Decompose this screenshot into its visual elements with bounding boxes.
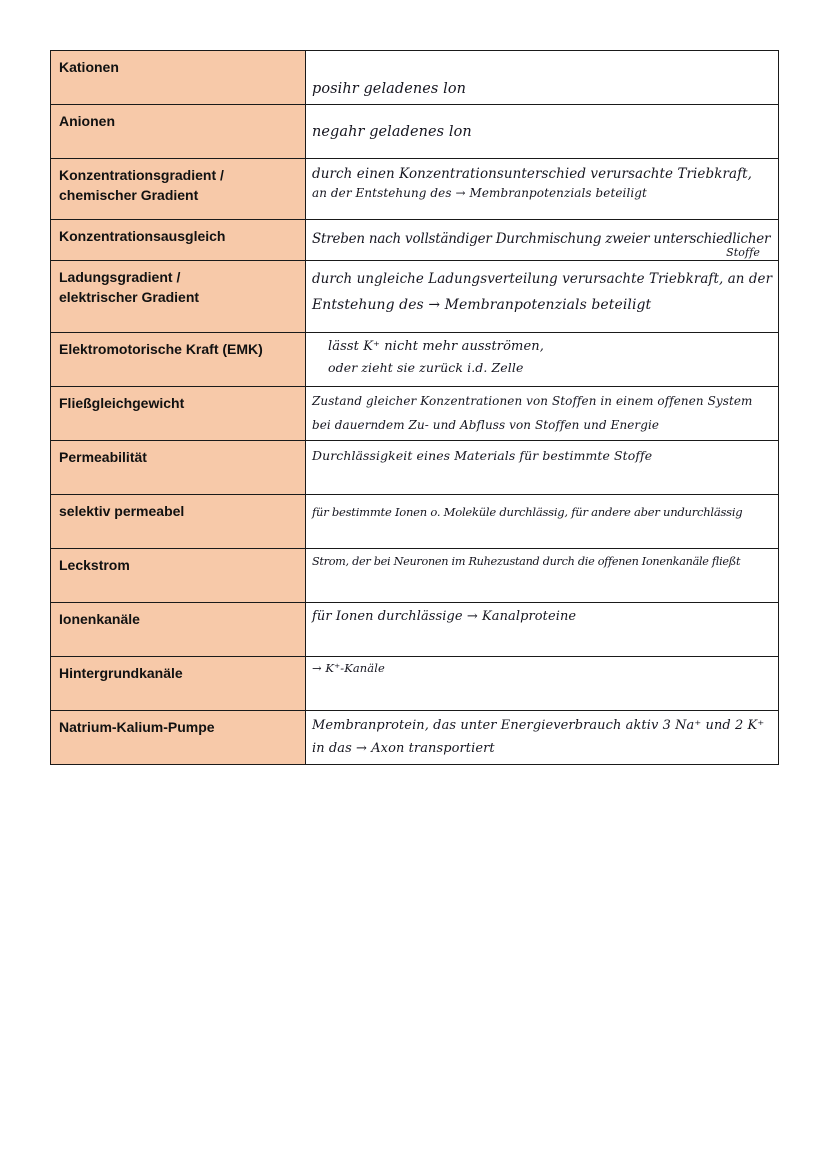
table-row	[51, 159, 779, 220]
term-cell	[51, 387, 306, 441]
term-text: Ionenkanäle	[59, 611, 140, 627]
definition-cell	[306, 220, 779, 261]
definition-text: Durchlässigkeit eines Materials für bestimmte Stoffe	[312, 448, 653, 463]
term-text: Leckstrom	[59, 557, 130, 573]
term-text: Anionen	[59, 113, 115, 129]
term-text: Fließgleichgewicht	[59, 395, 185, 411]
table-row	[51, 333, 779, 387]
term-cell	[51, 105, 306, 159]
definition-text: für Ionen durchlässige → Kanalproteine	[312, 609, 577, 624]
table-row	[51, 549, 779, 603]
definition-text: Streben nach vollständiger Durchmischung zweier unterschiedlicher	[312, 231, 771, 247]
definition-cell	[306, 159, 779, 220]
table-row	[51, 441, 779, 495]
term-text: Kationen	[59, 59, 119, 75]
definition-text: durch ungleiche Ladungsverteilung verursachte Triebkraft, an der	[312, 271, 773, 287]
term-cell	[51, 549, 306, 603]
table-row	[51, 495, 779, 549]
term-cell	[51, 441, 306, 495]
term-cell	[51, 261, 306, 333]
term-text: Permeabilität	[59, 449, 147, 465]
definition-text: → K⁺-Kanäle	[312, 661, 385, 675]
table-row	[51, 261, 779, 333]
table-row	[51, 51, 779, 105]
definition-cell	[306, 333, 779, 387]
definition-cell	[306, 657, 779, 711]
term-text: Natrium-Kalium-Pumpe	[59, 719, 215, 735]
definition-cell	[306, 711, 779, 765]
table-row	[51, 603, 779, 657]
term-text: Elektromotorische Kraft (EMK)	[59, 341, 263, 357]
definition-text: oder zieht sie zurück i.d. Zelle	[328, 360, 524, 375]
term-text: Ladungsgradient /	[59, 269, 181, 285]
table-row	[51, 387, 779, 441]
term-cell	[51, 220, 306, 261]
glossary-table	[50, 50, 779, 765]
term-cell	[51, 333, 306, 387]
table-row	[51, 105, 779, 159]
definition-cell	[306, 495, 779, 549]
definition-text: durch einen Konzentrationsunterschied verursachte Triebkraft,	[312, 166, 753, 182]
definition-text: Entstehung des → Membranpotenzials beteiligt	[312, 297, 652, 313]
term-text: elektrischer Gradient	[59, 289, 200, 305]
definition-text: an der Entstehung des → Membranpotenzials beteiligt	[312, 186, 647, 200]
definition-text: Membranprotein, das unter Energieverbrauch aktiv 3 Na⁺ und 2 K⁺	[312, 718, 765, 733]
definition-cell	[306, 261, 779, 333]
definition-text: bei dauerndem Zu- und Abfluss von Stoffen und Energie	[312, 418, 660, 432]
definition-cell	[306, 387, 779, 441]
term-cell	[51, 159, 306, 220]
term-text: Konzentrationsausgleich	[59, 228, 226, 244]
definition-text: posihr geladenes lon	[312, 81, 467, 97]
table-row	[51, 711, 779, 765]
definition-text: negahr geladenes lon	[312, 124, 472, 140]
definition-text: lässt K⁺ nicht mehr ausströmen,	[328, 339, 544, 354]
definition-text: Strom, der bei Neuronen im Ruhezustand durch die offenen Ionenkanäle fließt	[312, 555, 741, 568]
definition-text: in das → Axon transportiert	[312, 741, 495, 756]
table-row	[51, 657, 779, 711]
definition-cell	[306, 105, 779, 159]
definition-cell	[306, 51, 779, 105]
definition-cell	[306, 441, 779, 495]
term-cell	[51, 495, 306, 549]
term-cell	[51, 711, 306, 765]
definition-text: Zustand gleicher Konzentrationen von Stoffen in einem offenen System	[312, 394, 753, 408]
table-row	[51, 220, 779, 261]
definition-cell	[306, 603, 779, 657]
term-cell	[51, 51, 306, 105]
term-cell	[51, 657, 306, 711]
term-text: Hintergrundkanäle	[59, 665, 183, 681]
term-text: chemischer Gradient	[59, 187, 199, 203]
definition-text: für bestimmte Ionen o. Moleküle durchlässig, für andere aber undurchlässig	[312, 505, 743, 519]
term-cell	[51, 603, 306, 657]
term-text: selektiv permeabel	[59, 503, 185, 519]
definition-text: Stoffe	[726, 246, 760, 259]
definition-cell	[306, 549, 779, 603]
term-text: Konzentrationsgradient /	[59, 167, 224, 183]
